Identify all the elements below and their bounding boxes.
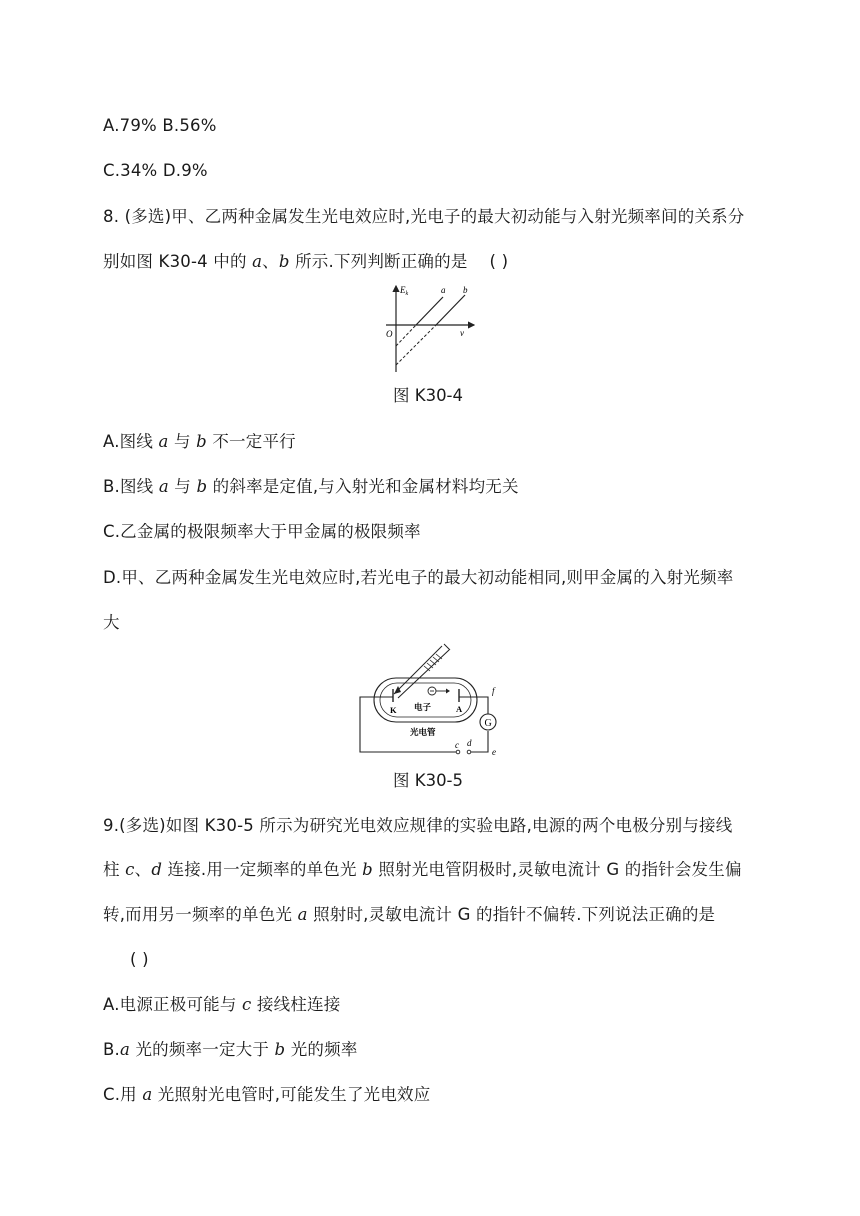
q9-stem-2-mid: 连接.用一定频率的单色光 bbox=[162, 860, 363, 879]
q9-option-a-post: 接线柱连接 bbox=[251, 995, 341, 1014]
q8-option-a-post: 不一定平行 bbox=[206, 432, 296, 451]
q9-option-a bbox=[103, 995, 340, 1015]
figure-k30-5 bbox=[354, 642, 514, 758]
electron-arrowhead bbox=[446, 689, 450, 694]
q8-option-d-line-1: D.甲、乙两种金属发生光电效应时,若光电子的最大初动能相同,则甲金属的入射光频率 bbox=[103, 568, 734, 587]
q9-option-c-pre: C.用 bbox=[103, 1085, 143, 1104]
q9-stem-2-sep: 、 bbox=[134, 860, 152, 879]
q9-option-b-pre: B. bbox=[103, 1040, 120, 1059]
q8-option-c: C.乙金属的极限频率大于甲金属的极限频率 bbox=[103, 522, 421, 541]
q8-stem-line-1: 8. (多选)甲、乙两种金属发生光电效应时,光电子的最大初动能与入射光频率间的关系分 bbox=[103, 207, 745, 226]
q9-var-b: b bbox=[362, 860, 373, 879]
q7-options-line-2: C.34% D.9% bbox=[103, 161, 208, 180]
terminal-f-label: f bbox=[492, 686, 495, 696]
circuit-wire-top-right bbox=[470, 697, 488, 714]
cathode-label: K bbox=[390, 705, 397, 715]
q9-option-c-var-a: a bbox=[142, 1085, 153, 1104]
q9-var-c: c bbox=[125, 860, 135, 879]
q9-var-a: a bbox=[297, 905, 308, 924]
q8-option-b bbox=[103, 477, 519, 497]
q8-option-d-line-2: 大 bbox=[103, 613, 120, 632]
electron-label: 电子 bbox=[414, 702, 432, 712]
q8-option-b-post: 的斜率是定值,与入射光和金属材料均无关 bbox=[207, 477, 519, 496]
q7-options-line-1: A.79% B.56% bbox=[103, 116, 217, 135]
q9-option-b-post: 光的频率 bbox=[285, 1040, 358, 1059]
line-b-dashed bbox=[396, 325, 436, 365]
q8-var-b: b bbox=[278, 252, 290, 271]
q8-answer-paren: ( ) bbox=[489, 252, 509, 271]
line-a-label: a bbox=[441, 285, 446, 295]
line-b-label: b bbox=[463, 285, 468, 295]
q8-option-a-var-b: b bbox=[196, 432, 207, 451]
q9-stem-line-3 bbox=[103, 905, 715, 925]
light-beam bbox=[394, 644, 450, 698]
q8-stem-text-b: 所示.下列判断正确的是 bbox=[289, 252, 468, 271]
figure-k30-4 bbox=[380, 282, 480, 376]
galvanometer-label: G bbox=[484, 718, 492, 729]
q9-var-d: d bbox=[151, 860, 163, 879]
q8-option-b-pre: B.图线 bbox=[103, 477, 159, 496]
q9-option-b-var-a: a bbox=[119, 1040, 131, 1059]
origin-label: O bbox=[386, 329, 393, 339]
line-a-dashed bbox=[396, 325, 416, 346]
q9-option-a-var-c: c bbox=[242, 995, 252, 1014]
q9-stem-2-pre: 柱 bbox=[103, 860, 126, 879]
q8-stem-line-2 bbox=[103, 252, 508, 272]
q8-option-a bbox=[103, 432, 296, 452]
terminal-c bbox=[456, 750, 460, 754]
q9-stem-3-pre: 转,而用另一频率的单色光 bbox=[103, 905, 298, 924]
q9-option-c-post: 光照射光电管时,可能发生了光电效应 bbox=[152, 1085, 431, 1104]
q8-option-a-var-a: a bbox=[158, 432, 169, 451]
figure-k30-4-caption: 图 K30-4 bbox=[393, 386, 464, 405]
q9-stem-line-1: 9.(多选)如图 K30-5 所示为研究光电效应规律的实验电路,电源的两个电极分别与接线 bbox=[103, 816, 733, 835]
q8-option-b-var-a: a bbox=[158, 477, 169, 496]
terminal-d-label: d bbox=[467, 738, 472, 748]
q9-answer-paren: ( ) bbox=[130, 950, 149, 969]
q8-sep: 、 bbox=[262, 252, 279, 271]
nu-label: ν bbox=[460, 328, 464, 338]
terminal-c-label: c bbox=[455, 740, 459, 750]
q9-option-c bbox=[103, 1085, 430, 1105]
terminal-d bbox=[467, 750, 471, 754]
anode-label: A bbox=[456, 704, 463, 714]
q8-option-a-pre: A.图线 bbox=[103, 432, 159, 451]
q9-option-b bbox=[103, 1040, 358, 1060]
phototube-label: 光电管 bbox=[410, 727, 436, 737]
q9-option-a-pre: A.电源正极可能与 bbox=[103, 995, 242, 1014]
figure-k30-5-caption: 图 K30-5 bbox=[393, 771, 464, 790]
q9-stem-line-2 bbox=[103, 860, 742, 880]
q9-option-b-mid: 光的频率一定大于 bbox=[130, 1040, 275, 1059]
q9-option-b-var-b: b bbox=[274, 1040, 286, 1059]
q8-option-b-mid: 与 bbox=[168, 477, 197, 496]
q9-stem-2-post: 照射光电管阴极时,灵敏电流计 G 的指针会发生偏 bbox=[372, 860, 742, 879]
q9-stem-3-post: 照射时,灵敏电流计 G 的指针不偏转.下列说法正确的是 bbox=[307, 905, 716, 924]
q8-stem-text-a: 别如图 K30-4 中的 bbox=[103, 252, 253, 271]
q8-var-a: a bbox=[252, 252, 263, 271]
line-a-solid bbox=[416, 297, 443, 325]
terminal-e-label: e bbox=[492, 747, 496, 757]
ek-label: $E_k$ bbox=[400, 285, 409, 297]
circuit-wire-right bbox=[469, 731, 488, 752]
q8-option-a-mid: 与 bbox=[168, 432, 197, 451]
q8-option-b-var-b: b bbox=[196, 477, 208, 496]
